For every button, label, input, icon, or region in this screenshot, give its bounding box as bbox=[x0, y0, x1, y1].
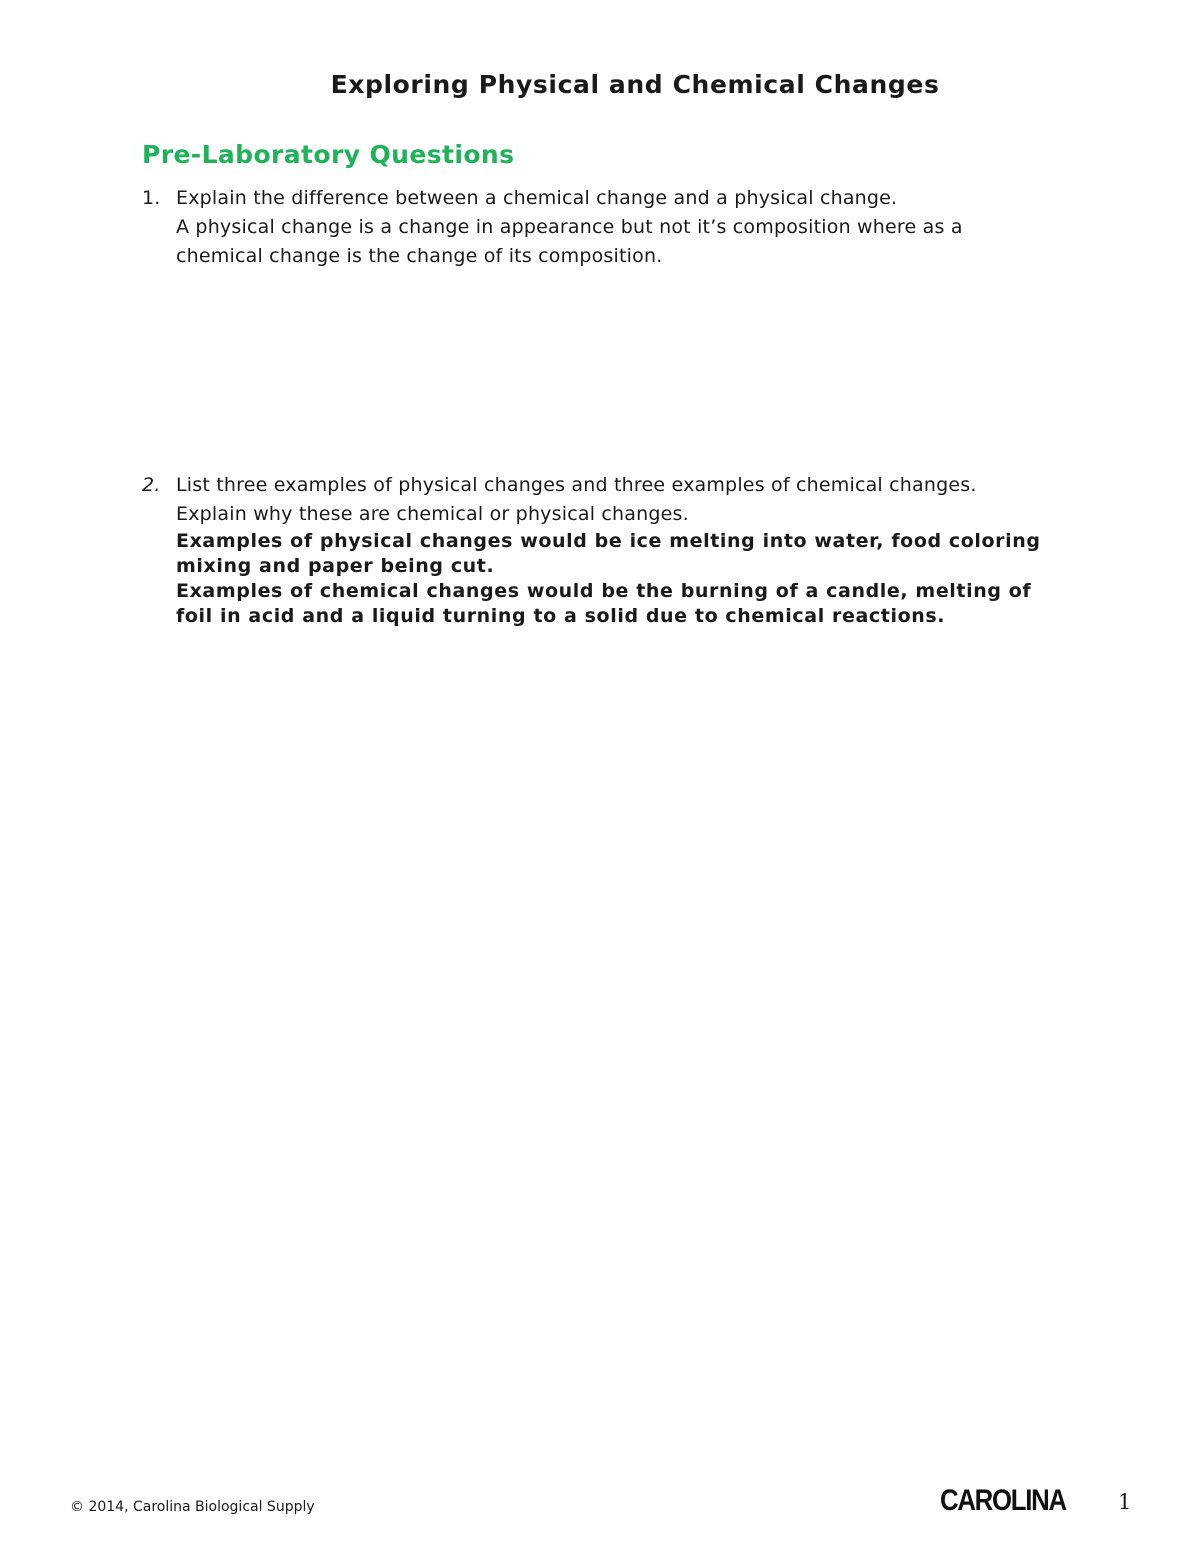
answer-line: mixing and paper being cut. bbox=[176, 555, 495, 577]
question-body bbox=[176, 184, 1122, 271]
document-title: Exploring Physical and Chemical Changes bbox=[330, 70, 940, 99]
section-heading: Pre-Laboratory Questions bbox=[142, 140, 515, 169]
carolina-logo: CAROLINA bbox=[940, 1484, 1066, 1517]
copyright-notice: © 2014, Carolina Biological Supply bbox=[70, 1499, 315, 1515]
question-2 bbox=[142, 471, 1122, 629]
answer-line: A physical change is a change in appearance but not it’s composition where as a bbox=[176, 216, 963, 238]
question-number: 2. bbox=[142, 474, 161, 496]
answer-line: Examples of physical changes would be ice melting into water, food coloring bbox=[176, 530, 1041, 552]
answer-line: Examples of chemical changes would be the burning of a candle, melting of bbox=[176, 580, 1032, 602]
question-prompt: List three examples of physical changes and three examples of chemical changes. bbox=[176, 474, 977, 496]
question-prompt: Explain the difference between a chemical change and a physical change. bbox=[176, 187, 898, 209]
answer-line: foil in acid and a liquid turning to a solid due to chemical reactions. bbox=[176, 605, 946, 627]
answer-line: chemical change is the change of its composition. bbox=[176, 245, 663, 267]
question-body bbox=[176, 471, 1122, 629]
question-prompt: Explain why these are chemical or physical changes. bbox=[176, 503, 689, 525]
question-1 bbox=[142, 184, 1122, 271]
page-number: 1 bbox=[1118, 1490, 1132, 1514]
question-number: 1. bbox=[142, 187, 161, 209]
